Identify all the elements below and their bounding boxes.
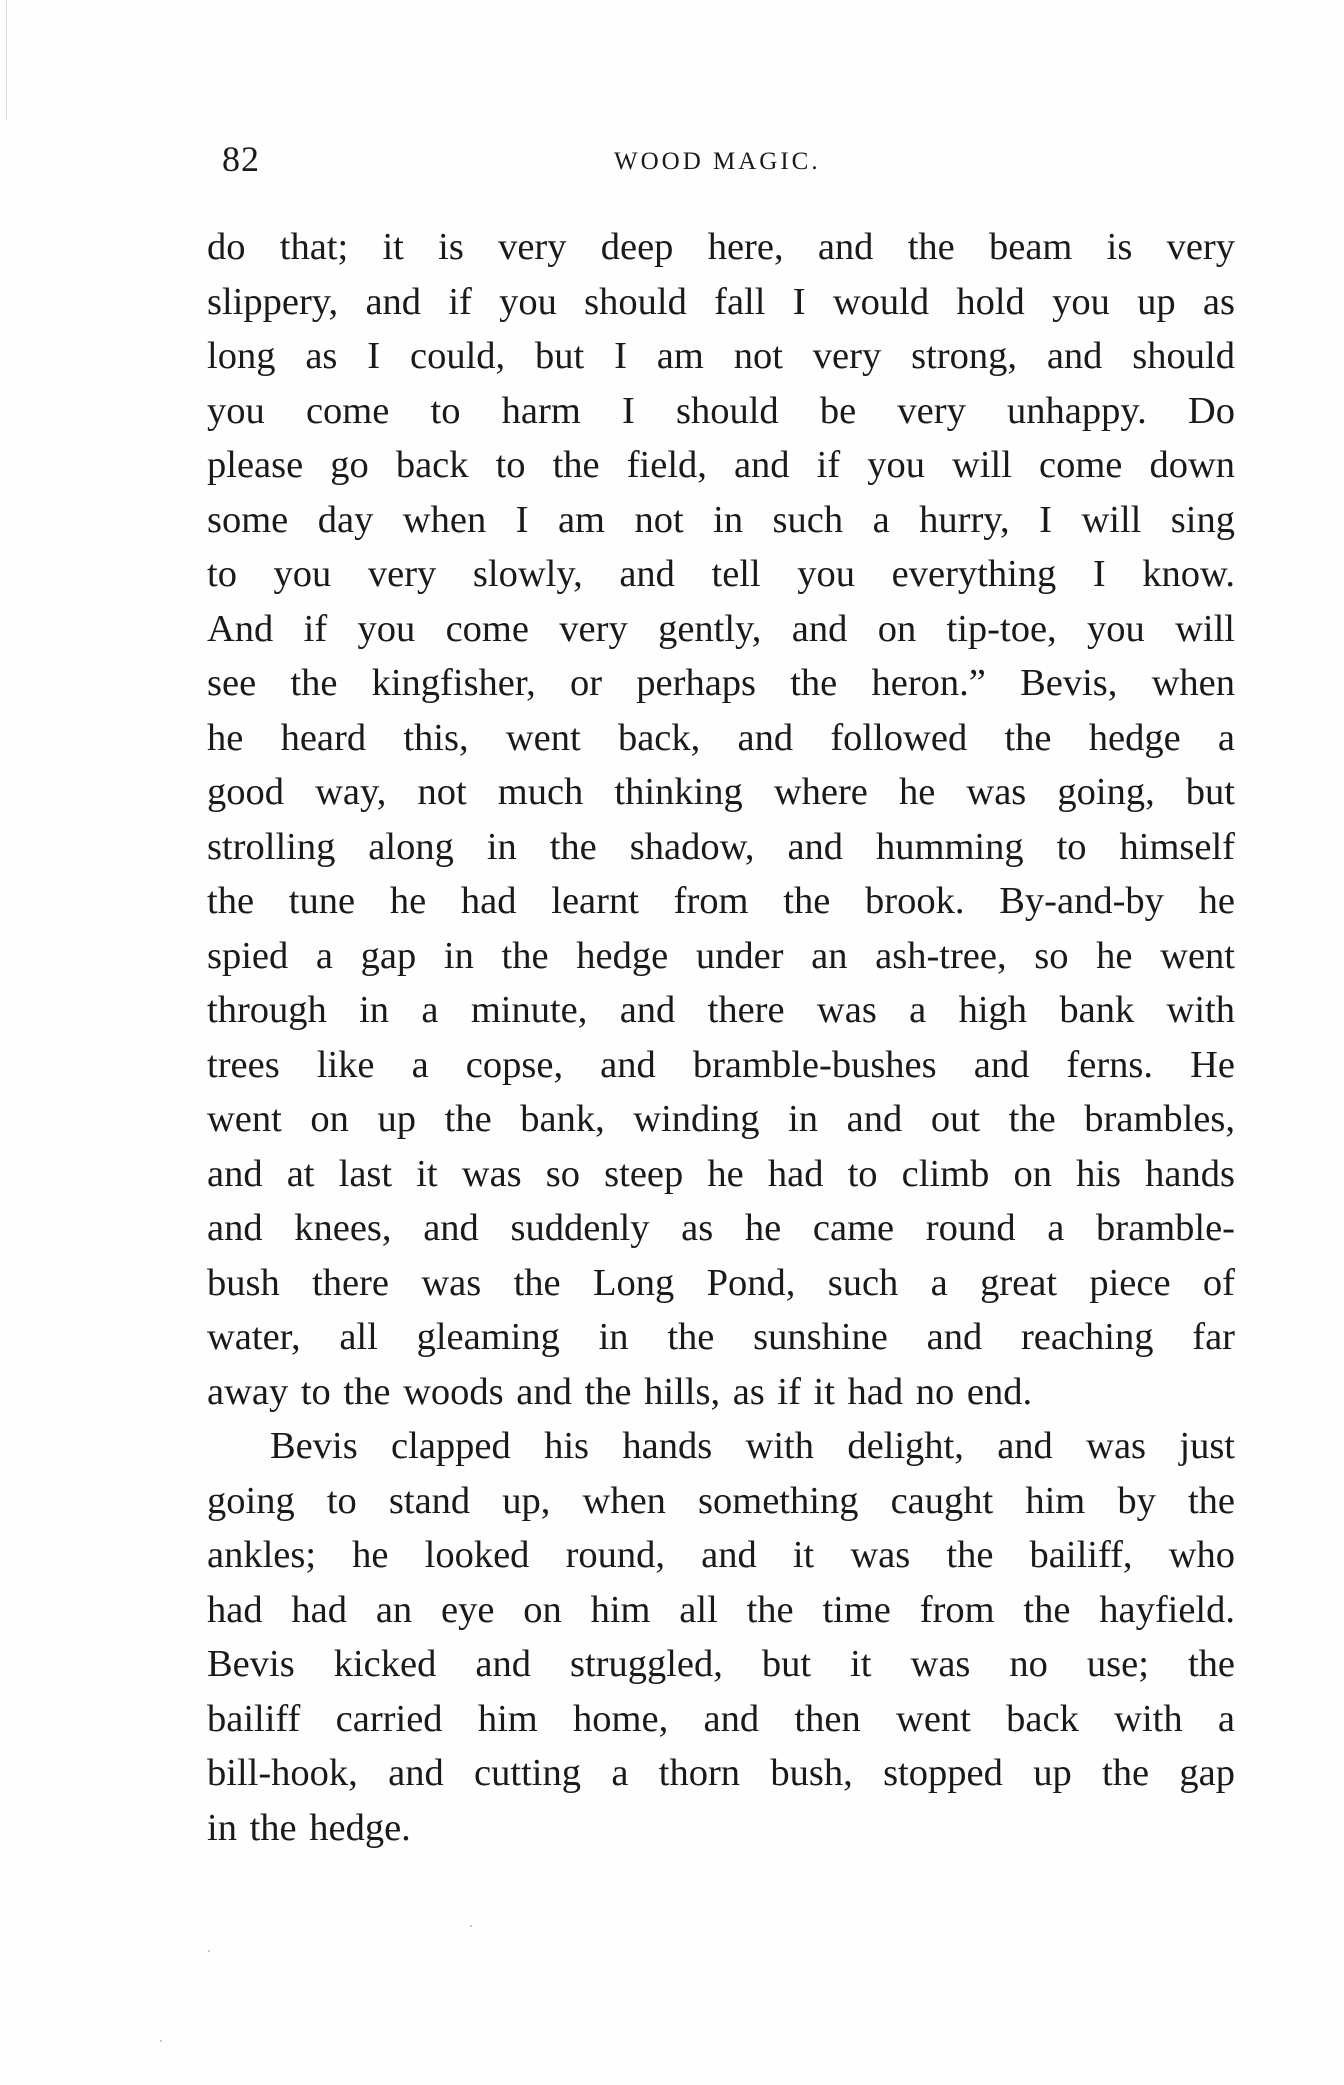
page-header	[222, 138, 1222, 182]
text-line: you come to harm I should be very unhappy. Do	[207, 389, 1235, 432]
text-line: had had an eye on him all the time from the hayfield.	[207, 1588, 1235, 1631]
text-line: in the hedge.	[207, 1806, 411, 1849]
text-line: good way, not much thinking where he was going, but	[207, 771, 1235, 813]
text-line: the tune he had learnt from the brook. By-and-by he	[207, 880, 1235, 922]
text-line: long as I could, but I am not very strong, and should	[207, 335, 1235, 377]
text-line: to you very slowly, and tell you everything I know.	[207, 553, 1235, 595]
paragraph-1	[207, 220, 1235, 1419]
text-line: some day when I am not in such a hurry, I will sing	[207, 498, 1235, 541]
paper-speck	[208, 1950, 210, 1952]
text-line: bailiff carried him home, and then went back with a	[207, 1697, 1235, 1740]
text-line: and at last it was so steep he had to climb on his hands	[207, 1152, 1235, 1195]
text-line: please go back to the field, and if you will come down	[207, 444, 1235, 486]
page-number: 82	[222, 139, 260, 179]
text-line: And if you come very gently, and on tip-toe, you will	[207, 607, 1235, 650]
text-line: water, all gleaming in the sunshine and reaching far	[207, 1316, 1235, 1358]
text-line: away to the woods and the hills, as if it had no end.	[207, 1370, 1033, 1413]
text-line: slippery, and if you should fall I would hold you up as	[207, 280, 1235, 323]
page-edge-mark	[6, 0, 7, 120]
text-line: do that; it is very deep here, and the beam is very	[207, 226, 1235, 268]
text-line: see the kingfisher, or perhaps the heron.” Bevis, when	[207, 662, 1235, 704]
paper-speck	[470, 1925, 472, 1927]
body-text	[207, 220, 1235, 1855]
text-line: bill-hook, and cutting a thorn bush, stopped up the gap	[207, 1752, 1235, 1794]
text-line: Bevis clapped his hands with delight, and was just	[270, 1425, 1235, 1467]
paragraph-2	[207, 1419, 1235, 1855]
text-line: spied a gap in the hedge under an ash-tree, so he went	[207, 934, 1235, 977]
text-line: Bevis kicked and struggled, but it was no use; the	[207, 1643, 1235, 1685]
running-head: WOOD MAGIC.	[614, 148, 821, 175]
text-line: going to stand up, when something caught him by the	[207, 1479, 1235, 1522]
text-line: he heard this, went back, and followed the hedge a	[207, 716, 1235, 759]
text-line: ankles; he looked round, and it was the bailiff, who	[207, 1534, 1235, 1576]
text-line: strolling along in the shadow, and humming to himself	[207, 825, 1235, 868]
paper-speck	[160, 2040, 162, 2042]
text-line: and knees, and suddenly as he came round a bramble-	[207, 1207, 1235, 1249]
text-line: went on up the bank, winding in and out the brambles,	[207, 1098, 1235, 1140]
text-line: bush there was the Long Pond, such a great piece of	[207, 1261, 1235, 1304]
text-line: through in a minute, and there was a high bank with	[207, 989, 1235, 1031]
text-line: trees like a copse, and bramble-bushes and ferns. He	[207, 1043, 1235, 1086]
